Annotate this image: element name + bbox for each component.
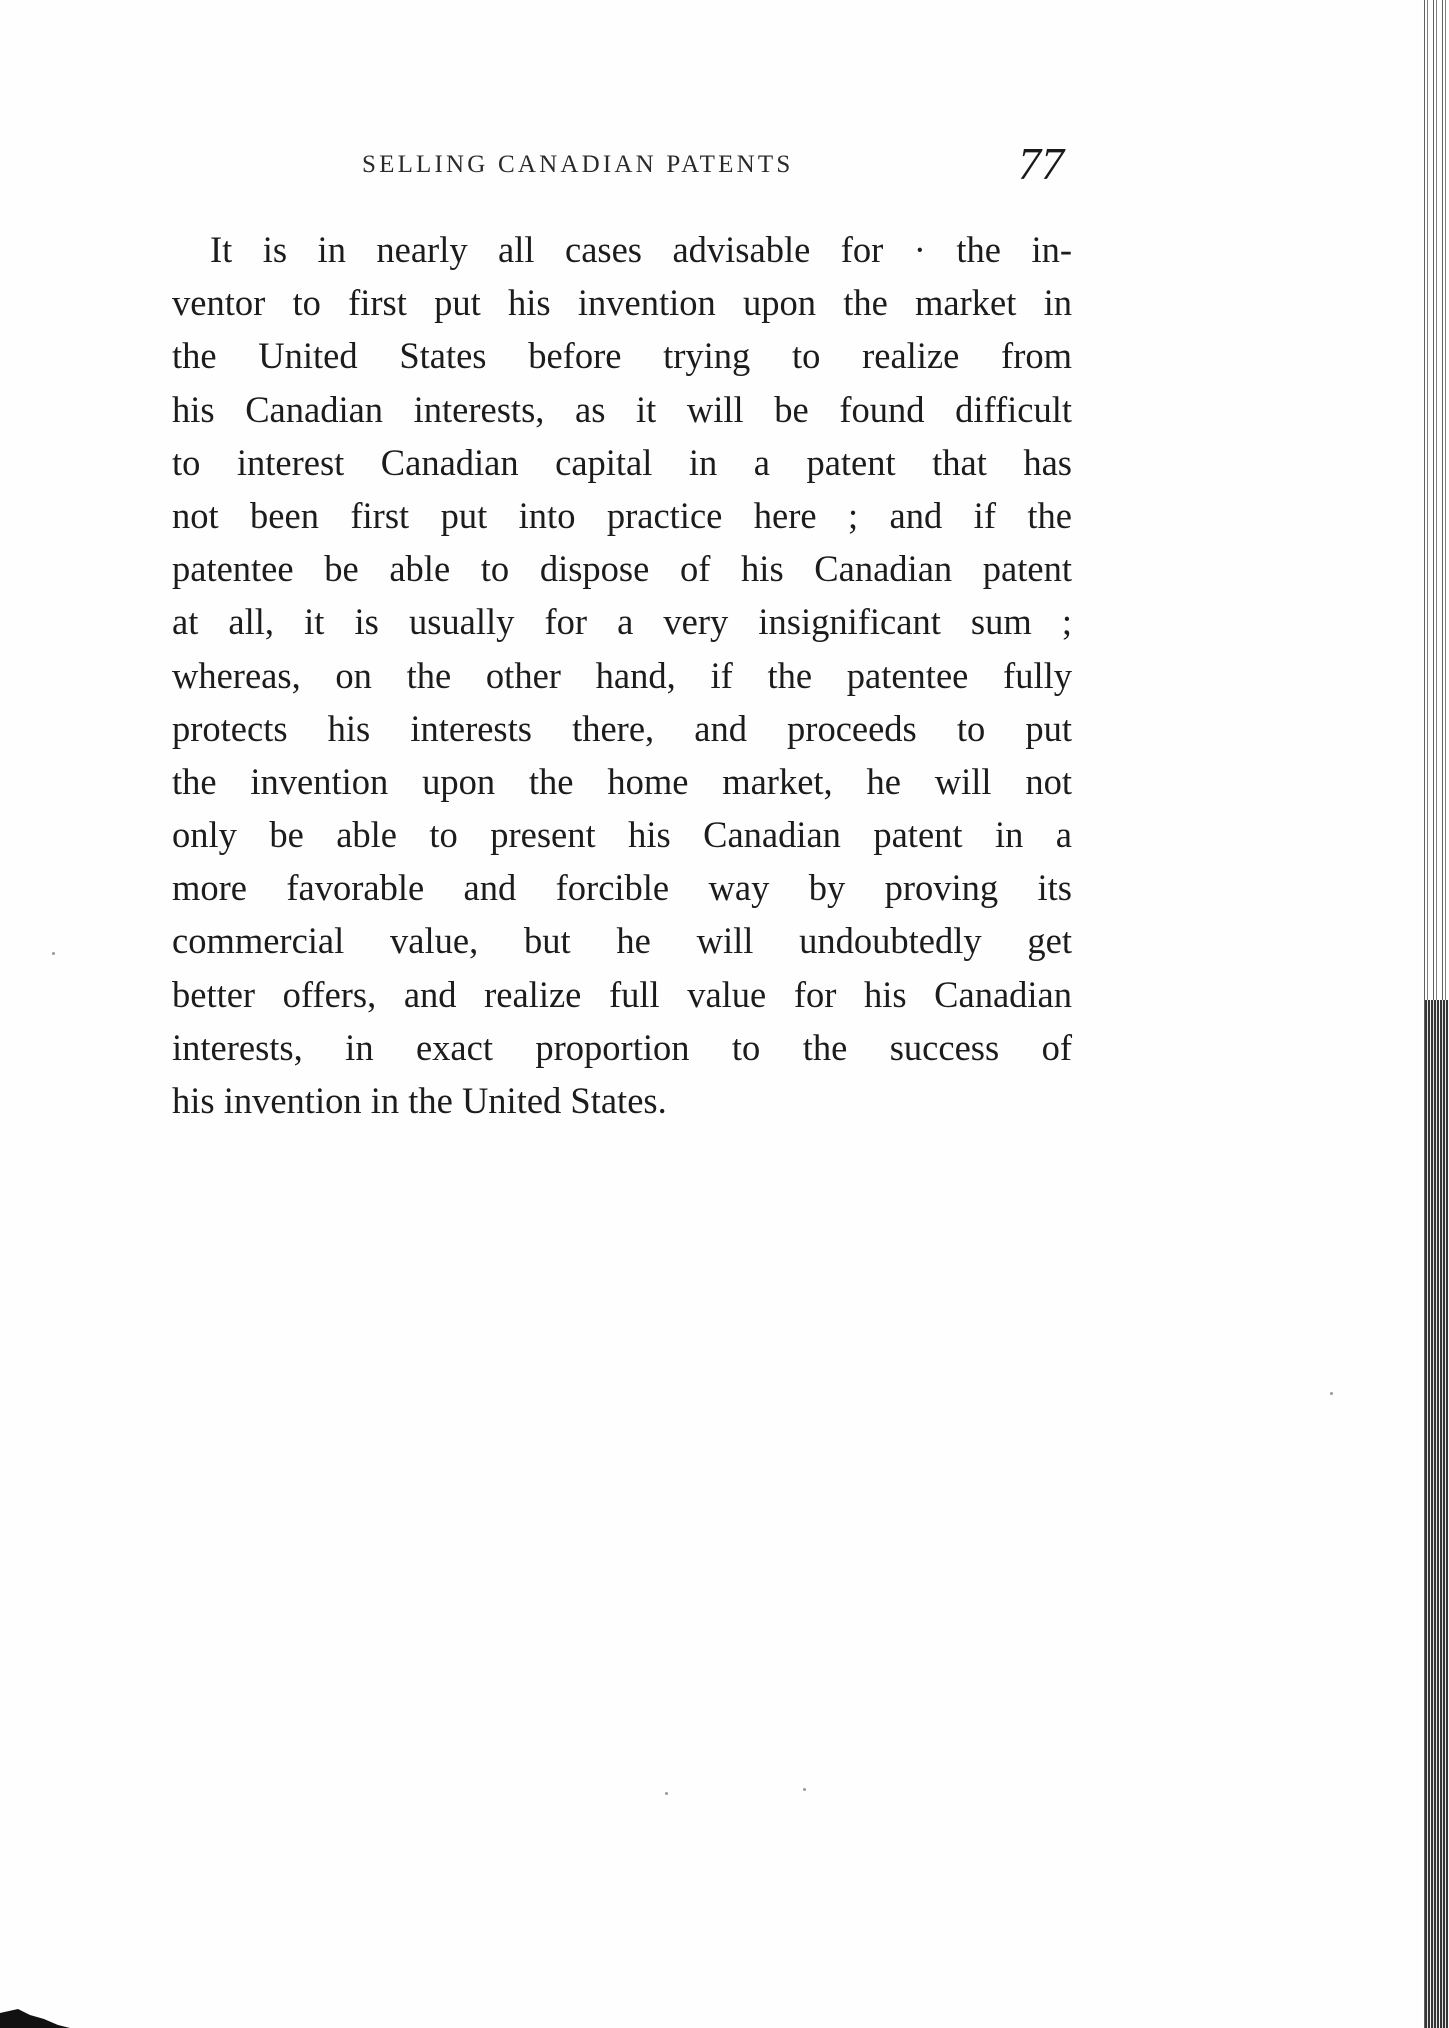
- page-number: 77: [1018, 138, 1064, 189]
- text-line: better offers, and realize full value for his Canadian: [172, 973, 1072, 1015]
- ink-smudge-mark: [0, 2005, 70, 2028]
- text-line: commercial value, but he will undoubtedly get: [172, 920, 1072, 962]
- text-line: whereas, on the other hand, if the patentee fully: [172, 654, 1072, 696]
- paper-speck: [665, 1792, 668, 1795]
- running-head-title: SELLING CANADIAN PATENTS: [362, 151, 794, 178]
- text-line: not been first put into practice here ; and if the: [172, 494, 1072, 536]
- text-line: It is in nearly all cases advisable for · the in-: [210, 229, 1072, 270]
- paper-speck: [803, 1788, 806, 1791]
- text-line: the United States before trying to realize from: [172, 335, 1072, 377]
- text-line: patentee be able to dispose of his Canadian patent: [172, 548, 1072, 590]
- text-line: only be able to present his Canadian patent in a: [172, 814, 1072, 856]
- text-line: his invention in the United States.: [172, 1080, 667, 1121]
- body-paragraph: [172, 223, 1072, 1127]
- paper-speck: [52, 952, 55, 955]
- text-line: more favorable and forcible way by proving its: [172, 867, 1072, 909]
- paper-speck: [1330, 1392, 1333, 1395]
- text-line: protects his interests there, and proceeds to put: [172, 707, 1072, 749]
- text-line: at all, it is usually for a very insignificant sum ;: [172, 601, 1072, 643]
- text-line: to interest Canadian capital in a patent that has: [172, 441, 1072, 483]
- text-line: interests, in exact proportion to the success of: [172, 1026, 1072, 1068]
- text-line: the invention upon the home market, he will not: [172, 760, 1072, 802]
- text-line: ventor to first put his invention upon the market in: [172, 282, 1072, 324]
- binding-edge-shadow: [1425, 1000, 1449, 2028]
- running-head: [172, 138, 1072, 205]
- text-line: his Canadian interests, as it will be found difficult: [172, 388, 1072, 430]
